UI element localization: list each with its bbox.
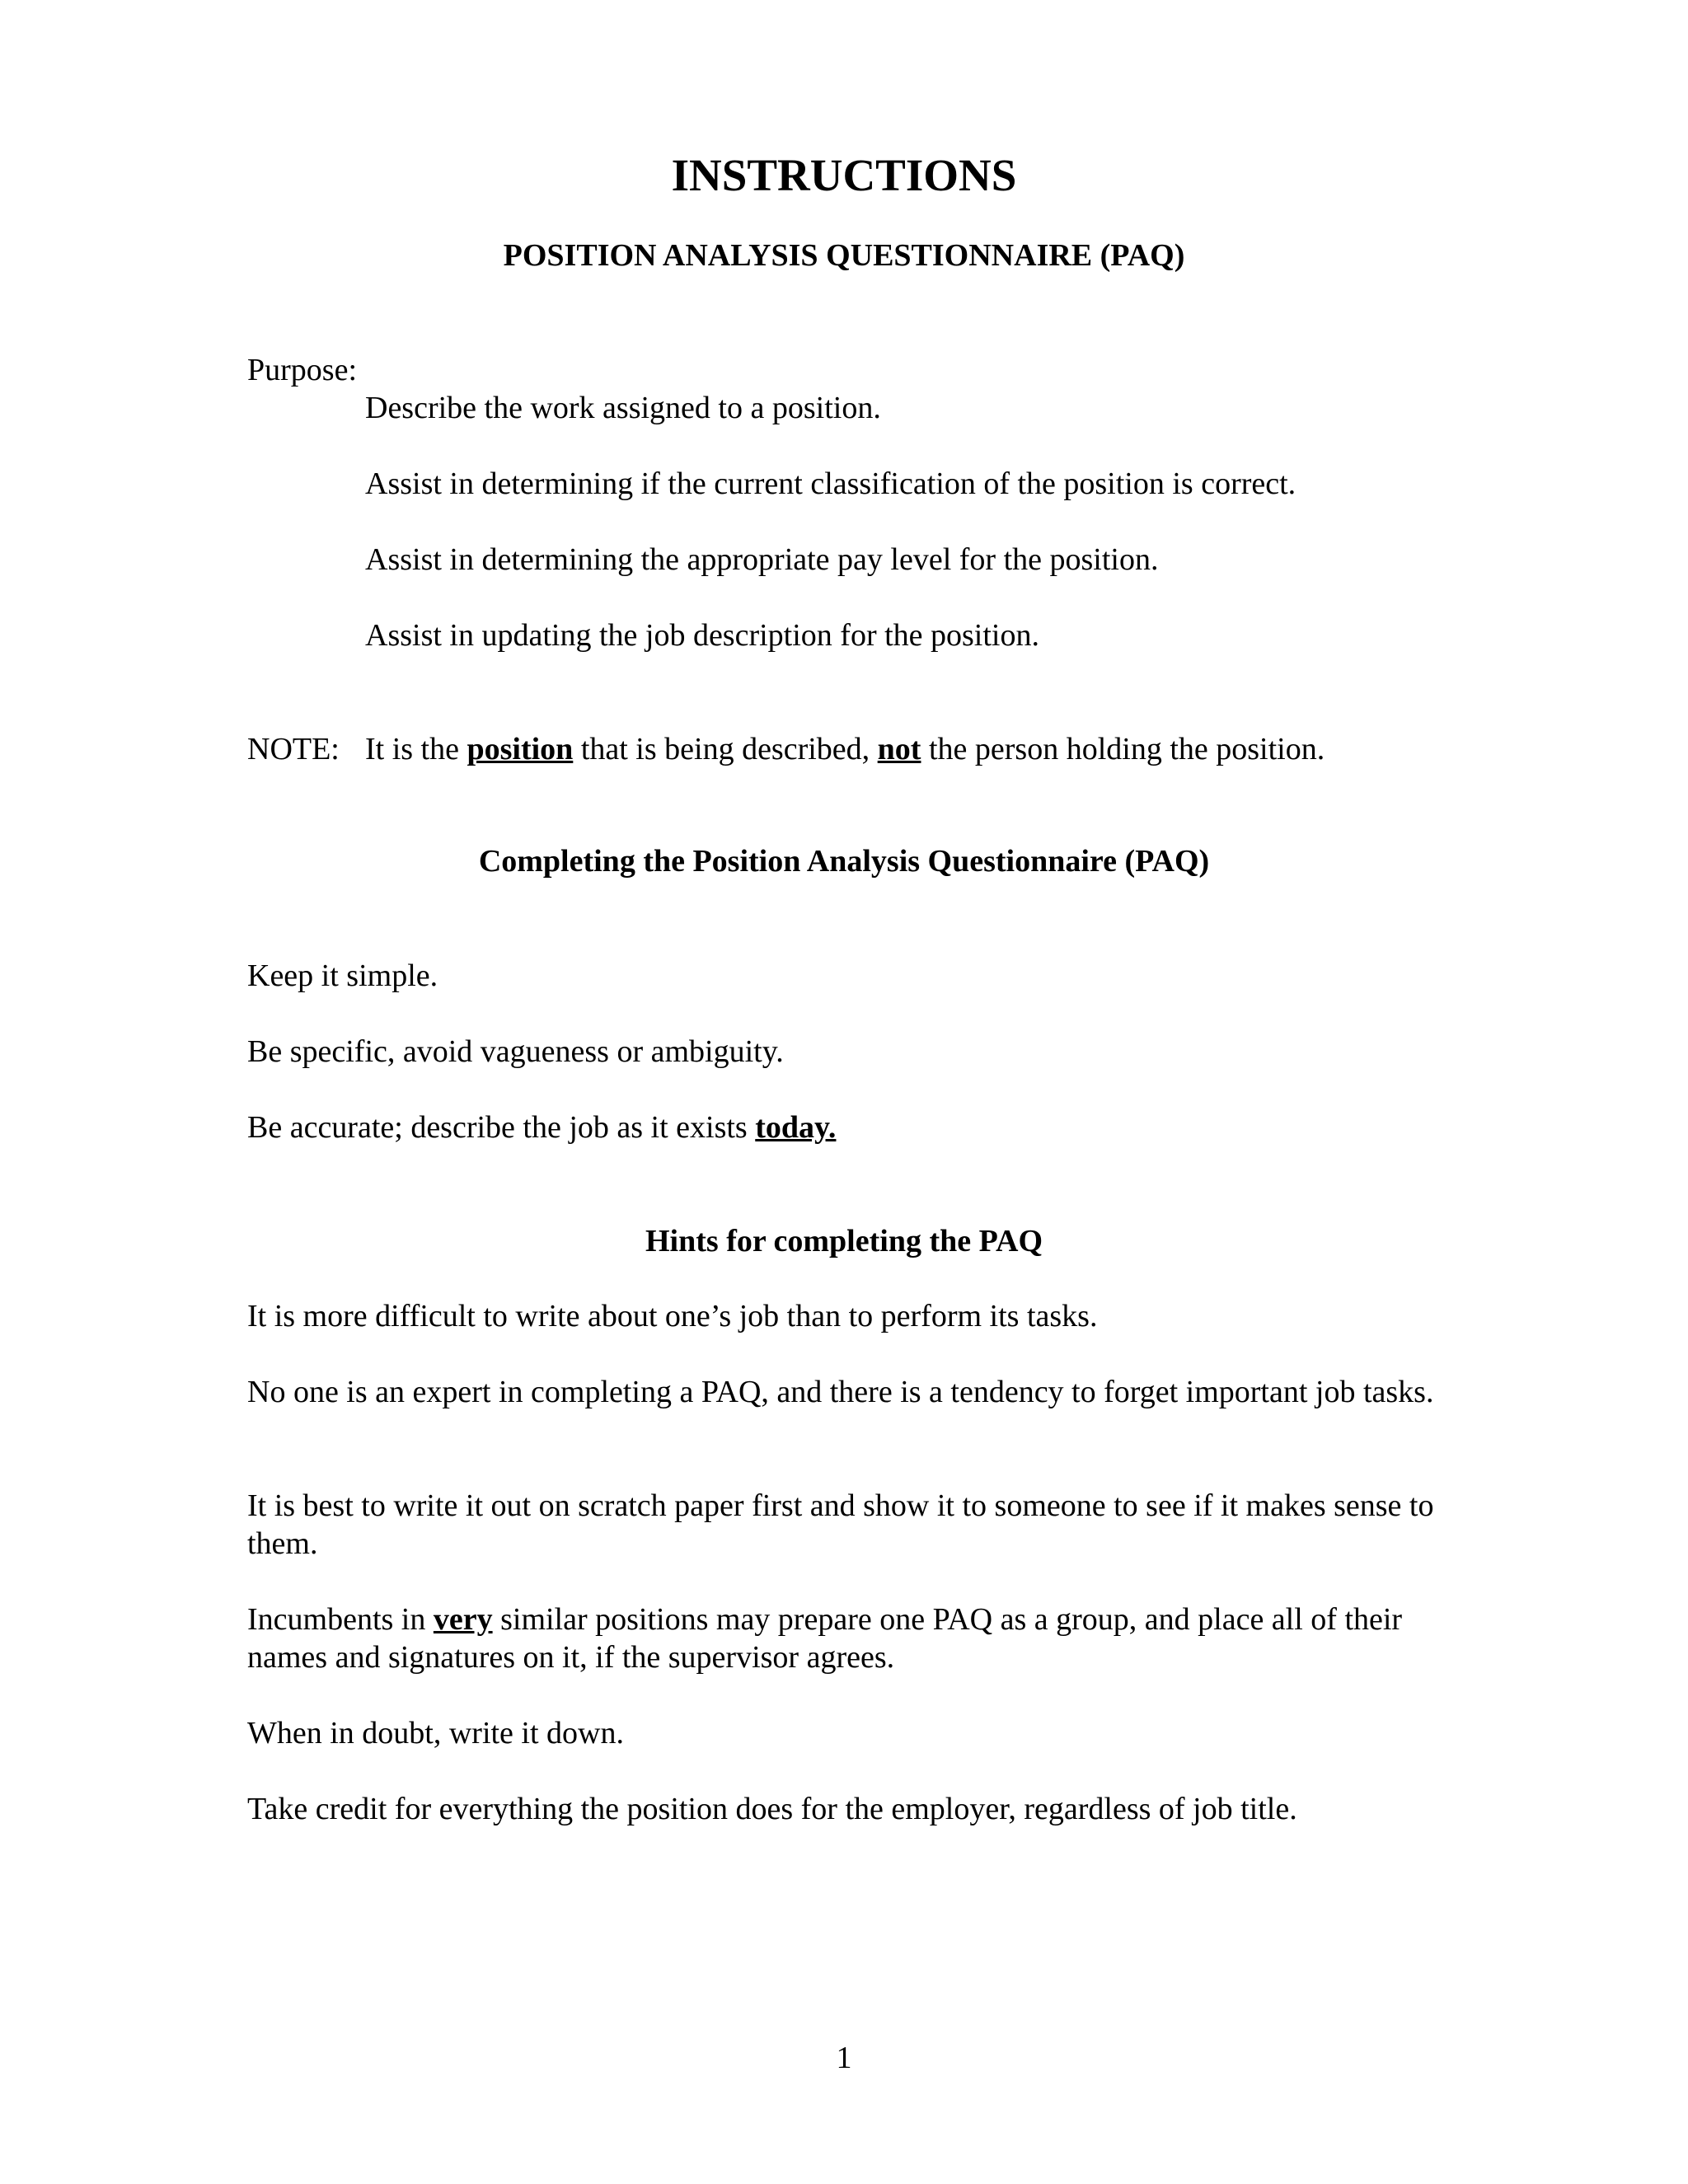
hint-6: Take credit for everything the position does for the employer, regardless of job title. [247, 1792, 1297, 1826]
completing-item-3 [247, 1108, 836, 1146]
hint-4-text-after: similar positions may prepare one PAQ as a group, and place all of their names and signatures on it, if the supervisor agrees. [247, 1602, 1403, 1675]
note-text [365, 730, 1325, 768]
note-text-part-3: the person holding the position. [921, 732, 1325, 766]
note-text-part-2: that is being described, [573, 732, 878, 766]
hint-2: No one is an expert in completing a PAQ, and there is a tendency to forget important job tasks. [247, 1375, 1434, 1409]
completing-heading: Completing the Position Analysis Questionnaire (PAQ) [478, 844, 1210, 879]
purpose-item-4: Assist in updating the job description for the position. [365, 618, 1039, 653]
note-emphasis-position: position [467, 732, 574, 766]
hint-4-text-before: Incumbents in [247, 1602, 434, 1637]
hint-4-emphasis-very: very [433, 1602, 493, 1637]
completing-item-2: Be specific, avoid vagueness or ambiguity. [247, 1034, 784, 1069]
hint-3: It is best to write it out on scratch paper first and show it to someone to see if it makes sense to them. [247, 1488, 1434, 1561]
purpose-item-3: Assist in determining the appropriate pay level for the position. [365, 542, 1159, 577]
purpose-label: Purpose: [247, 353, 357, 387]
page-subtitle: POSITION ANALYSIS QUESTIONNAIRE (PAQ) [503, 238, 1185, 273]
completing-item-1: Keep it simple. [247, 958, 438, 993]
note-text-part-1: It is the [365, 732, 467, 766]
hint-4 [247, 1601, 1434, 1676]
note-emphasis-not: not [877, 732, 921, 766]
completing-item-3-text: Be accurate; describe the job as it exists [247, 1110, 756, 1145]
hints-heading: Hints for completing the PAQ [645, 1224, 1043, 1258]
purpose-item-2: Assist in determining if the current classification of the position is correct. [365, 466, 1296, 501]
page-title: INSTRUCTIONS [671, 150, 1017, 200]
note-label: NOTE: [247, 732, 340, 766]
hint-5: When in doubt, write it down. [247, 1716, 624, 1750]
page-number: 1 [836, 2041, 852, 2075]
purpose-item-1: Describe the work assigned to a position. [365, 391, 881, 425]
hint-1: It is more difficult to write about one’s job than to perform its tasks. [247, 1299, 1098, 1333]
completing-emphasis-today: today. [755, 1110, 837, 1145]
